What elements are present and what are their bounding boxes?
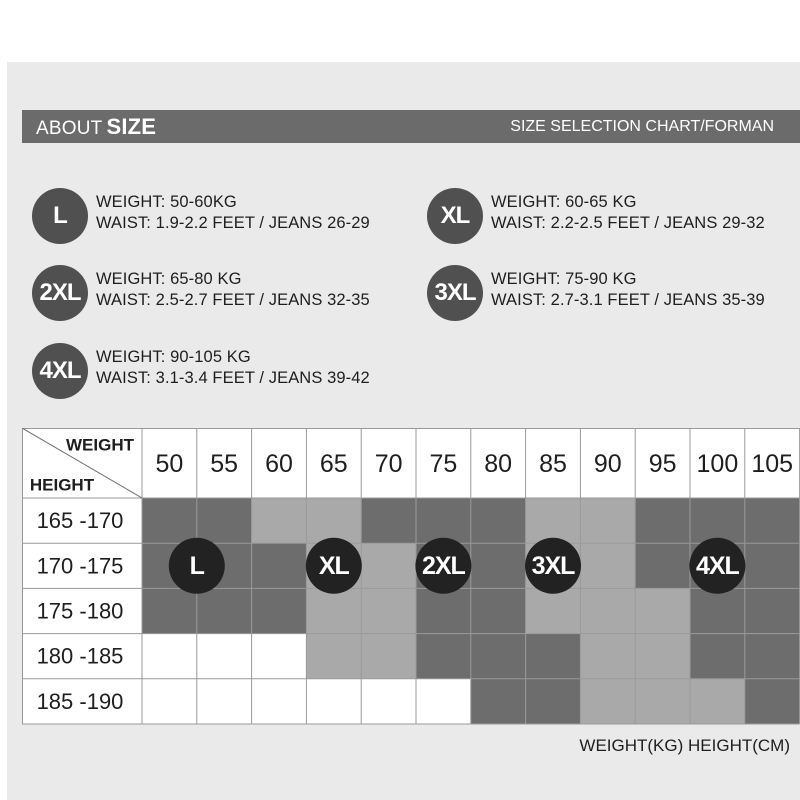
weight-column-header: 60 [265, 450, 293, 478]
size-selection-table [22, 428, 800, 725]
header-title-bold: SIZE [106, 114, 157, 139]
table-cell [197, 679, 252, 724]
height-row-label: 180 -185 [36, 643, 124, 669]
size-entry-2xl [32, 265, 412, 329]
table-cell [690, 498, 745, 543]
size-weight-xl: WEIGHT: 60-65 KG [491, 193, 637, 211]
table-cell [416, 588, 471, 633]
table-size-badge-label: 2XL [421, 551, 465, 580]
height-row-label: 170 -175 [36, 553, 124, 579]
table-cell [580, 498, 635, 543]
table-cell [580, 588, 635, 633]
size-details-2xl [96, 269, 370, 311]
weight-column-header: 105 [751, 450, 794, 478]
size-waist-4xl: WAIST: 3.1-3.4 FEET / JEANS 39-42 [96, 369, 370, 387]
size-weight-4xl: WEIGHT: 90-105 KG [96, 348, 251, 366]
table-size-badge-label: 4XL [695, 551, 739, 580]
table-cell [416, 498, 471, 543]
table-cell [526, 588, 581, 633]
size-table-graphic [22, 428, 800, 725]
table-header-row [22, 428, 800, 498]
table-cell [361, 498, 416, 543]
table-cell [635, 498, 690, 543]
size-waist-l: WAIST: 1.9-2.2 FEET / JEANS 26-29 [96, 214, 370, 232]
table-size-badge-label: XL [318, 551, 349, 580]
header-bar [22, 110, 800, 143]
table-cell [142, 679, 197, 724]
header-title-light: ABOUT [36, 118, 103, 139]
table-cell [252, 498, 307, 543]
table-cell [306, 588, 361, 633]
table-cell [252, 588, 307, 633]
table-cell [142, 588, 197, 633]
table-cell [526, 498, 581, 543]
size-entry-l [32, 188, 412, 252]
table-cell [635, 588, 690, 633]
table-cell [745, 543, 800, 588]
size-details-xl [491, 192, 765, 234]
table-cell [197, 588, 252, 633]
table-cell [361, 543, 416, 588]
table-cell [635, 634, 690, 679]
table-cell [306, 679, 361, 724]
table-cell [252, 679, 307, 724]
table-cell [142, 634, 197, 679]
table-cell [306, 498, 361, 543]
table-cell [252, 634, 307, 679]
corner-height-label: HEIGHT [29, 475, 95, 495]
table-cell [197, 634, 252, 679]
table-size-badge-label: L [189, 551, 204, 580]
height-row-label: 165 -170 [36, 508, 124, 534]
table-cell [471, 498, 526, 543]
size-badge-xl: XL [427, 188, 483, 244]
table-cell [745, 498, 800, 543]
size-badge-3xl: 3XL [427, 265, 483, 321]
table-cell [416, 679, 471, 724]
weight-column-header: 100 [696, 450, 739, 478]
table-cell [252, 543, 307, 588]
corner-weight-label: WEIGHT [66, 435, 134, 455]
weight-column-header: 90 [593, 450, 622, 478]
size-details-4xl [96, 347, 370, 389]
header-subtitle: SIZE SELECTION CHART/FORMAN [510, 118, 774, 135]
table-units-note: WEIGHT(KG) HEIGHT(CM) [579, 736, 790, 755]
weight-column-header: 50 [155, 450, 184, 478]
table-cell [142, 498, 197, 543]
size-details-3xl [491, 269, 765, 311]
table-cell [471, 588, 526, 633]
table-cell [745, 588, 800, 633]
weight-column-header: 65 [319, 450, 348, 478]
table-cell [635, 543, 690, 588]
table-cell [306, 634, 361, 679]
size-weight-l: WEIGHT: 50-60KG [96, 193, 237, 211]
weight-column-header: 80 [484, 450, 513, 478]
size-entry-xl [427, 188, 800, 252]
table-size-badge-label: 3XL [531, 551, 575, 580]
table-cell [580, 634, 635, 679]
table-cell [690, 588, 745, 633]
table-cell [361, 588, 416, 633]
size-waist-3xl: WAIST: 2.7-3.1 FEET / JEANS 35-39 [491, 291, 765, 309]
size-weight-2xl: WEIGHT: 65-80 KG [96, 270, 242, 288]
table-cell [526, 679, 581, 724]
table-cell [526, 634, 581, 679]
table-cell [416, 634, 471, 679]
size-badge-l: L [32, 188, 88, 244]
header-title [36, 110, 156, 143]
size-weight-3xl: WEIGHT: 75-90 KG [491, 270, 637, 288]
table-cell [690, 634, 745, 679]
table-cell [690, 679, 745, 724]
table-cell [580, 679, 635, 724]
table-cell [361, 679, 416, 724]
size-waist-xl: WAIST: 2.2-2.5 FEET / JEANS 29-32 [491, 214, 765, 232]
table-cell [471, 543, 526, 588]
table-cell [471, 679, 526, 724]
table-cell [635, 679, 690, 724]
size-badge-2xl: 2XL [32, 265, 88, 321]
weight-column-header: 85 [539, 450, 567, 478]
table-cell [197, 498, 252, 543]
size-waist-2xl: WAIST: 2.5-2.7 FEET / JEANS 32-35 [96, 291, 370, 309]
size-entry-4xl [32, 343, 412, 407]
weight-column-header: 95 [648, 450, 677, 478]
weight-column-header: 55 [210, 450, 239, 478]
table-cell [580, 543, 635, 588]
table-cell [745, 679, 800, 724]
table-cell [361, 634, 416, 679]
size-details-l [96, 192, 370, 234]
weight-column-header: 75 [429, 450, 458, 478]
table-cell [745, 634, 800, 679]
weight-column-header: 70 [374, 450, 403, 478]
height-row-label: 175 -180 [36, 598, 124, 624]
table-cell [471, 634, 526, 679]
size-badge-4xl: 4XL [32, 343, 88, 399]
size-entry-3xl [427, 265, 800, 329]
height-row-label: 185 -190 [36, 688, 124, 714]
